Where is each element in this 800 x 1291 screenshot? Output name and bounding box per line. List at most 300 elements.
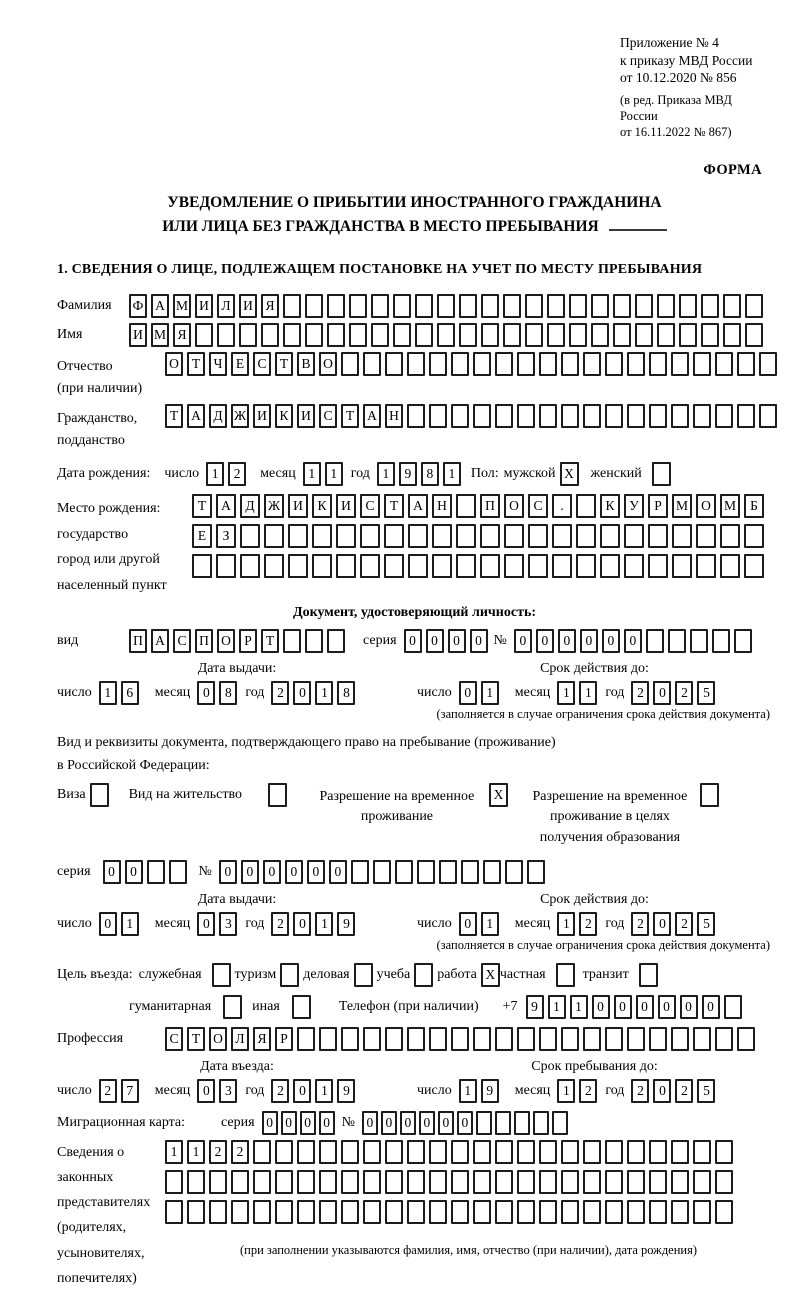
char-cell[interactable] xyxy=(715,404,733,428)
char-cell[interactable]: 0 xyxy=(285,860,303,884)
char-cell[interactable] xyxy=(341,352,359,376)
char-cell[interactable]: Ж xyxy=(231,404,249,428)
char-cell[interactable] xyxy=(187,1200,205,1224)
char-cell[interactable]: Д xyxy=(209,404,227,428)
char-cell[interactable]: И xyxy=(297,404,315,428)
char-cell[interactable]: 3 xyxy=(219,912,237,936)
purpose-tourism-checkbox[interactable] xyxy=(280,963,299,987)
char-cell[interactable] xyxy=(319,1140,337,1164)
char-cell[interactable]: 1 xyxy=(481,681,499,705)
char-cell[interactable] xyxy=(605,1170,623,1194)
char-cell[interactable] xyxy=(275,1140,293,1164)
char-cell[interactable]: 7 xyxy=(121,1079,139,1103)
char-cell[interactable]: С xyxy=(253,352,271,376)
char-cell[interactable] xyxy=(429,1170,447,1194)
char-cell[interactable] xyxy=(437,323,455,347)
char-cell[interactable]: 2 xyxy=(99,1079,117,1103)
char-cell[interactable] xyxy=(312,554,332,578)
char-cell[interactable] xyxy=(473,1200,491,1224)
char-cell[interactable] xyxy=(649,352,667,376)
char-cell[interactable]: 2 xyxy=(271,912,289,936)
char-cell[interactable] xyxy=(240,524,260,548)
char-cell[interactable] xyxy=(473,1027,491,1051)
char-cell[interactable] xyxy=(275,1200,293,1224)
char-cell[interactable]: 0 xyxy=(602,629,620,653)
char-cell[interactable]: 1 xyxy=(206,462,224,486)
char-cell[interactable]: 0 xyxy=(470,629,488,653)
char-cell[interactable] xyxy=(451,352,469,376)
char-cell[interactable]: 2 xyxy=(631,681,649,705)
char-cell[interactable] xyxy=(627,1140,645,1164)
char-cell[interactable]: 0 xyxy=(381,1111,397,1135)
char-cell[interactable]: П xyxy=(129,629,147,653)
char-cell[interactable] xyxy=(283,629,301,653)
char-cell[interactable]: Т xyxy=(187,352,205,376)
gender-male-checkbox[interactable]: X xyxy=(560,462,579,486)
char-cell[interactable]: 3 xyxy=(219,1079,237,1103)
char-cell[interactable]: 5 xyxy=(697,1079,715,1103)
char-cell[interactable]: 0 xyxy=(307,860,325,884)
char-cell[interactable]: 5 xyxy=(697,912,715,936)
char-cell[interactable] xyxy=(147,860,165,884)
char-cell[interactable]: 1 xyxy=(165,1140,183,1164)
char-cell[interactable] xyxy=(648,524,668,548)
char-cell[interactable]: 0 xyxy=(263,860,281,884)
char-cell[interactable]: 0 xyxy=(329,860,347,884)
char-cell[interactable] xyxy=(165,1170,183,1194)
char-cell[interactable] xyxy=(552,524,572,548)
char-cell[interactable] xyxy=(432,524,452,548)
char-cell[interactable] xyxy=(715,1200,733,1224)
char-cell[interactable] xyxy=(349,323,367,347)
char-cell[interactable] xyxy=(253,1170,271,1194)
char-cell[interactable]: Я xyxy=(253,1027,271,1051)
char-cell[interactable] xyxy=(341,1140,359,1164)
char-cell[interactable]: П xyxy=(195,629,213,653)
char-cell[interactable] xyxy=(517,1170,535,1194)
char-cell[interactable]: 0 xyxy=(592,995,610,1019)
char-cell[interactable] xyxy=(671,352,689,376)
char-cell[interactable]: 1 xyxy=(548,995,566,1019)
char-cell[interactable] xyxy=(351,860,369,884)
purpose-business-checkbox[interactable] xyxy=(212,963,231,987)
char-cell[interactable] xyxy=(583,352,601,376)
char-cell[interactable] xyxy=(649,1200,667,1224)
char-cell[interactable] xyxy=(561,352,579,376)
char-cell[interactable] xyxy=(483,860,501,884)
char-cell[interactable] xyxy=(517,1200,535,1224)
char-cell[interactable] xyxy=(363,1170,381,1194)
char-cell[interactable] xyxy=(327,323,345,347)
char-cell[interactable] xyxy=(216,554,236,578)
char-cell[interactable] xyxy=(744,554,764,578)
char-cell[interactable]: К xyxy=(312,494,332,518)
char-cell[interactable]: И xyxy=(195,294,213,318)
char-cell[interactable] xyxy=(576,554,596,578)
char-cell[interactable] xyxy=(473,352,491,376)
char-cell[interactable]: З xyxy=(216,524,236,548)
char-cell[interactable] xyxy=(679,294,697,318)
char-cell[interactable] xyxy=(671,1140,689,1164)
char-cell[interactable] xyxy=(539,1140,557,1164)
char-cell[interactable] xyxy=(385,1140,403,1164)
char-cell[interactable]: 0 xyxy=(457,1111,473,1135)
char-cell[interactable] xyxy=(495,1140,513,1164)
char-cell[interactable] xyxy=(349,294,367,318)
char-cell[interactable]: 0 xyxy=(241,860,259,884)
char-cell[interactable]: 0 xyxy=(219,860,237,884)
char-cell[interactable] xyxy=(561,1200,579,1224)
char-cell[interactable]: 0 xyxy=(636,995,654,1019)
residence-permit-checkbox[interactable] xyxy=(268,783,287,807)
char-cell[interactable] xyxy=(336,554,356,578)
char-cell[interactable]: С xyxy=(173,629,191,653)
char-cell[interactable]: 2 xyxy=(675,1079,693,1103)
char-cell[interactable] xyxy=(649,1027,667,1051)
char-cell[interactable]: 2 xyxy=(579,1079,597,1103)
char-cell[interactable]: Д xyxy=(240,494,260,518)
char-cell[interactable] xyxy=(195,323,213,347)
char-cell[interactable] xyxy=(407,352,425,376)
char-cell[interactable]: 1 xyxy=(459,1079,477,1103)
char-cell[interactable] xyxy=(231,1200,249,1224)
char-cell[interactable] xyxy=(561,1027,579,1051)
char-cell[interactable]: Р xyxy=(275,1027,293,1051)
char-cell[interactable] xyxy=(514,1111,530,1135)
visa-checkbox[interactable] xyxy=(90,783,109,807)
char-cell[interactable] xyxy=(217,323,235,347)
char-cell[interactable] xyxy=(363,352,381,376)
char-cell[interactable]: 8 xyxy=(337,681,355,705)
char-cell[interactable] xyxy=(723,294,741,318)
char-cell[interactable]: 2 xyxy=(271,1079,289,1103)
char-cell[interactable]: 0 xyxy=(448,629,466,653)
char-cell[interactable] xyxy=(569,294,587,318)
char-cell[interactable] xyxy=(693,1200,711,1224)
char-cell[interactable] xyxy=(407,1027,425,1051)
char-cell[interactable] xyxy=(456,524,476,548)
char-cell[interactable]: 0 xyxy=(300,1111,316,1135)
char-cell[interactable] xyxy=(591,323,609,347)
char-cell[interactable] xyxy=(495,1170,513,1194)
char-cell[interactable] xyxy=(393,323,411,347)
char-cell[interactable] xyxy=(720,524,740,548)
char-cell[interactable] xyxy=(371,323,389,347)
char-cell[interactable] xyxy=(646,629,664,653)
char-cell[interactable]: В xyxy=(297,352,315,376)
char-cell[interactable] xyxy=(407,1140,425,1164)
char-cell[interactable] xyxy=(561,1170,579,1194)
char-cell[interactable] xyxy=(668,629,686,653)
char-cell[interactable]: 1 xyxy=(377,462,395,486)
char-cell[interactable]: Б xyxy=(744,494,764,518)
char-cell[interactable] xyxy=(395,860,413,884)
char-cell[interactable] xyxy=(627,1027,645,1051)
char-cell[interactable] xyxy=(539,404,557,428)
purpose-private-checkbox[interactable] xyxy=(556,963,575,987)
char-cell[interactable]: 0 xyxy=(514,629,532,653)
char-cell[interactable] xyxy=(649,404,667,428)
char-cell[interactable] xyxy=(759,352,777,376)
char-cell[interactable] xyxy=(459,323,477,347)
char-cell[interactable] xyxy=(456,554,476,578)
char-cell[interactable] xyxy=(583,1140,601,1164)
char-cell[interactable]: 1 xyxy=(557,681,575,705)
char-cell[interactable] xyxy=(192,554,212,578)
char-cell[interactable] xyxy=(503,323,521,347)
char-cell[interactable]: 0 xyxy=(400,1111,416,1135)
char-cell[interactable] xyxy=(505,860,523,884)
char-cell[interactable]: 1 xyxy=(303,462,321,486)
char-cell[interactable]: 0 xyxy=(653,912,671,936)
char-cell[interactable] xyxy=(451,1200,469,1224)
char-cell[interactable] xyxy=(649,1140,667,1164)
char-cell[interactable] xyxy=(384,554,404,578)
char-cell[interactable]: У xyxy=(624,494,644,518)
char-cell[interactable]: И xyxy=(288,494,308,518)
char-cell[interactable] xyxy=(715,352,733,376)
char-cell[interactable] xyxy=(305,629,323,653)
char-cell[interactable] xyxy=(605,352,623,376)
char-cell[interactable] xyxy=(209,1170,227,1194)
char-cell[interactable] xyxy=(504,524,524,548)
char-cell[interactable] xyxy=(495,1200,513,1224)
char-cell[interactable] xyxy=(547,294,565,318)
char-cell[interactable] xyxy=(407,404,425,428)
char-cell[interactable]: Л xyxy=(217,294,235,318)
char-cell[interactable]: 0 xyxy=(197,1079,215,1103)
char-cell[interactable] xyxy=(473,1140,491,1164)
char-cell[interactable] xyxy=(437,294,455,318)
char-cell[interactable] xyxy=(451,1140,469,1164)
char-cell[interactable]: О xyxy=(165,352,183,376)
char-cell[interactable]: М xyxy=(720,494,740,518)
char-cell[interactable] xyxy=(305,323,323,347)
char-cell[interactable] xyxy=(495,1111,511,1135)
char-cell[interactable] xyxy=(715,1027,733,1051)
char-cell[interactable] xyxy=(693,1140,711,1164)
char-cell[interactable] xyxy=(605,1200,623,1224)
char-cell[interactable] xyxy=(451,1027,469,1051)
char-cell[interactable] xyxy=(165,1200,183,1224)
char-cell[interactable] xyxy=(552,554,572,578)
char-cell[interactable] xyxy=(724,995,742,1019)
char-cell[interactable]: 0 xyxy=(197,681,215,705)
char-cell[interactable]: 2 xyxy=(675,681,693,705)
char-cell[interactable]: 0 xyxy=(103,860,121,884)
char-cell[interactable]: М xyxy=(151,323,169,347)
char-cell[interactable] xyxy=(297,1027,315,1051)
char-cell[interactable] xyxy=(561,1140,579,1164)
char-cell[interactable]: 2 xyxy=(209,1140,227,1164)
char-cell[interactable]: 1 xyxy=(121,912,139,936)
char-cell[interactable]: 0 xyxy=(281,1111,297,1135)
char-cell[interactable] xyxy=(209,1200,227,1224)
char-cell[interactable] xyxy=(385,1170,403,1194)
char-cell[interactable] xyxy=(539,1027,557,1051)
char-cell[interactable] xyxy=(451,1170,469,1194)
char-cell[interactable]: 6 xyxy=(121,681,139,705)
char-cell[interactable] xyxy=(264,524,284,548)
char-cell[interactable] xyxy=(363,1027,381,1051)
char-cell[interactable] xyxy=(605,404,623,428)
char-cell[interactable] xyxy=(723,323,741,347)
char-cell[interactable] xyxy=(671,1200,689,1224)
char-cell[interactable] xyxy=(341,1170,359,1194)
char-cell[interactable]: М xyxy=(173,294,191,318)
char-cell[interactable] xyxy=(533,1111,549,1135)
char-cell[interactable] xyxy=(613,323,631,347)
char-cell[interactable] xyxy=(288,554,308,578)
char-cell[interactable] xyxy=(432,554,452,578)
char-cell[interactable]: 1 xyxy=(557,912,575,936)
char-cell[interactable] xyxy=(583,1170,601,1194)
char-cell[interactable] xyxy=(627,352,645,376)
char-cell[interactable]: А xyxy=(363,404,381,428)
char-cell[interactable] xyxy=(385,1200,403,1224)
char-cell[interactable]: 9 xyxy=(399,462,417,486)
char-cell[interactable]: 0 xyxy=(558,629,576,653)
char-cell[interactable] xyxy=(385,352,403,376)
char-cell[interactable]: 0 xyxy=(536,629,554,653)
char-cell[interactable]: Н xyxy=(385,404,403,428)
char-cell[interactable] xyxy=(385,1027,403,1051)
char-cell[interactable]: 0 xyxy=(404,629,422,653)
char-cell[interactable]: С xyxy=(528,494,548,518)
char-cell[interactable]: 9 xyxy=(337,912,355,936)
char-cell[interactable] xyxy=(341,1200,359,1224)
char-cell[interactable]: Р xyxy=(648,494,668,518)
char-cell[interactable] xyxy=(605,1027,623,1051)
char-cell[interactable] xyxy=(671,404,689,428)
char-cell[interactable]: 2 xyxy=(631,1079,649,1103)
char-cell[interactable]: Т xyxy=(384,494,404,518)
char-cell[interactable] xyxy=(451,404,469,428)
char-cell[interactable]: П xyxy=(480,494,500,518)
char-cell[interactable]: Я xyxy=(173,323,191,347)
char-cell[interactable] xyxy=(517,352,535,376)
char-cell[interactable] xyxy=(648,554,668,578)
char-cell[interactable] xyxy=(384,524,404,548)
char-cell[interactable] xyxy=(297,1140,315,1164)
char-cell[interactable]: 2 xyxy=(271,681,289,705)
char-cell[interactable] xyxy=(583,404,601,428)
char-cell[interactable]: 0 xyxy=(580,629,598,653)
char-cell[interactable] xyxy=(627,404,645,428)
char-cell[interactable] xyxy=(319,1170,337,1194)
char-cell[interactable] xyxy=(341,1027,359,1051)
char-cell[interactable] xyxy=(547,323,565,347)
char-cell[interactable]: 8 xyxy=(421,462,439,486)
char-cell[interactable]: 9 xyxy=(526,995,544,1019)
char-cell[interactable] xyxy=(712,629,730,653)
char-cell[interactable] xyxy=(360,524,380,548)
char-cell[interactable]: 0 xyxy=(459,912,477,936)
char-cell[interactable] xyxy=(635,294,653,318)
char-cell[interactable] xyxy=(459,294,477,318)
char-cell[interactable] xyxy=(539,352,557,376)
char-cell[interactable]: 0 xyxy=(293,1079,311,1103)
char-cell[interactable]: 2 xyxy=(675,912,693,936)
char-cell[interactable]: 2 xyxy=(579,912,597,936)
char-cell[interactable]: А xyxy=(151,629,169,653)
char-cell[interactable] xyxy=(495,352,513,376)
purpose-humanitarian-checkbox[interactable] xyxy=(223,995,242,1019)
char-cell[interactable]: 9 xyxy=(481,1079,499,1103)
char-cell[interactable] xyxy=(336,524,356,548)
char-cell[interactable] xyxy=(253,1140,271,1164)
char-cell[interactable]: К xyxy=(600,494,620,518)
char-cell[interactable] xyxy=(720,554,740,578)
char-cell[interactable] xyxy=(275,1170,293,1194)
char-cell[interactable] xyxy=(745,323,763,347)
char-cell[interactable] xyxy=(373,860,391,884)
purpose-study-checkbox[interactable] xyxy=(414,963,433,987)
char-cell[interactable] xyxy=(481,294,499,318)
char-cell[interactable] xyxy=(169,860,187,884)
char-cell[interactable] xyxy=(600,554,620,578)
char-cell[interactable] xyxy=(481,323,499,347)
char-cell[interactable] xyxy=(504,554,524,578)
char-cell[interactable]: Т xyxy=(341,404,359,428)
char-cell[interactable] xyxy=(429,404,447,428)
char-cell[interactable]: Н xyxy=(432,494,452,518)
char-cell[interactable] xyxy=(715,1140,733,1164)
char-cell[interactable]: 2 xyxy=(231,1140,249,1164)
char-cell[interactable]: О xyxy=(504,494,524,518)
char-cell[interactable] xyxy=(605,1140,623,1164)
char-cell[interactable] xyxy=(679,323,697,347)
char-cell[interactable] xyxy=(305,294,323,318)
char-cell[interactable]: 0 xyxy=(419,1111,435,1135)
char-cell[interactable] xyxy=(408,554,428,578)
char-cell[interactable] xyxy=(363,1200,381,1224)
char-cell[interactable] xyxy=(693,404,711,428)
char-cell[interactable] xyxy=(693,1170,711,1194)
char-cell[interactable] xyxy=(480,524,500,548)
char-cell[interactable]: И xyxy=(336,494,356,518)
char-cell[interactable]: С xyxy=(165,1027,183,1051)
char-cell[interactable] xyxy=(319,1027,337,1051)
char-cell[interactable] xyxy=(476,1111,492,1135)
char-cell[interactable] xyxy=(415,323,433,347)
char-cell[interactable]: 0 xyxy=(614,995,632,1019)
char-cell[interactable]: 1 xyxy=(99,681,117,705)
char-cell[interactable] xyxy=(319,1200,337,1224)
char-cell[interactable] xyxy=(327,294,345,318)
char-cell[interactable] xyxy=(701,323,719,347)
char-cell[interactable] xyxy=(737,404,755,428)
char-cell[interactable]: Т xyxy=(192,494,212,518)
char-cell[interactable]: 1 xyxy=(579,681,597,705)
char-cell[interactable] xyxy=(187,1170,205,1194)
char-cell[interactable] xyxy=(624,554,644,578)
char-cell[interactable]: 8 xyxy=(219,681,237,705)
char-cell[interactable] xyxy=(480,554,500,578)
char-cell[interactable] xyxy=(657,294,675,318)
char-cell[interactable] xyxy=(297,1200,315,1224)
char-cell[interactable]: А xyxy=(216,494,236,518)
char-cell[interactable] xyxy=(672,554,692,578)
char-cell[interactable] xyxy=(525,294,543,318)
char-cell[interactable] xyxy=(576,524,596,548)
char-cell[interactable]: О xyxy=(209,1027,227,1051)
char-cell[interactable]: 0 xyxy=(459,681,477,705)
char-cell[interactable]: 0 xyxy=(99,912,117,936)
char-cell[interactable]: Т xyxy=(187,1027,205,1051)
char-cell[interactable] xyxy=(539,1200,557,1224)
char-cell[interactable] xyxy=(407,1200,425,1224)
